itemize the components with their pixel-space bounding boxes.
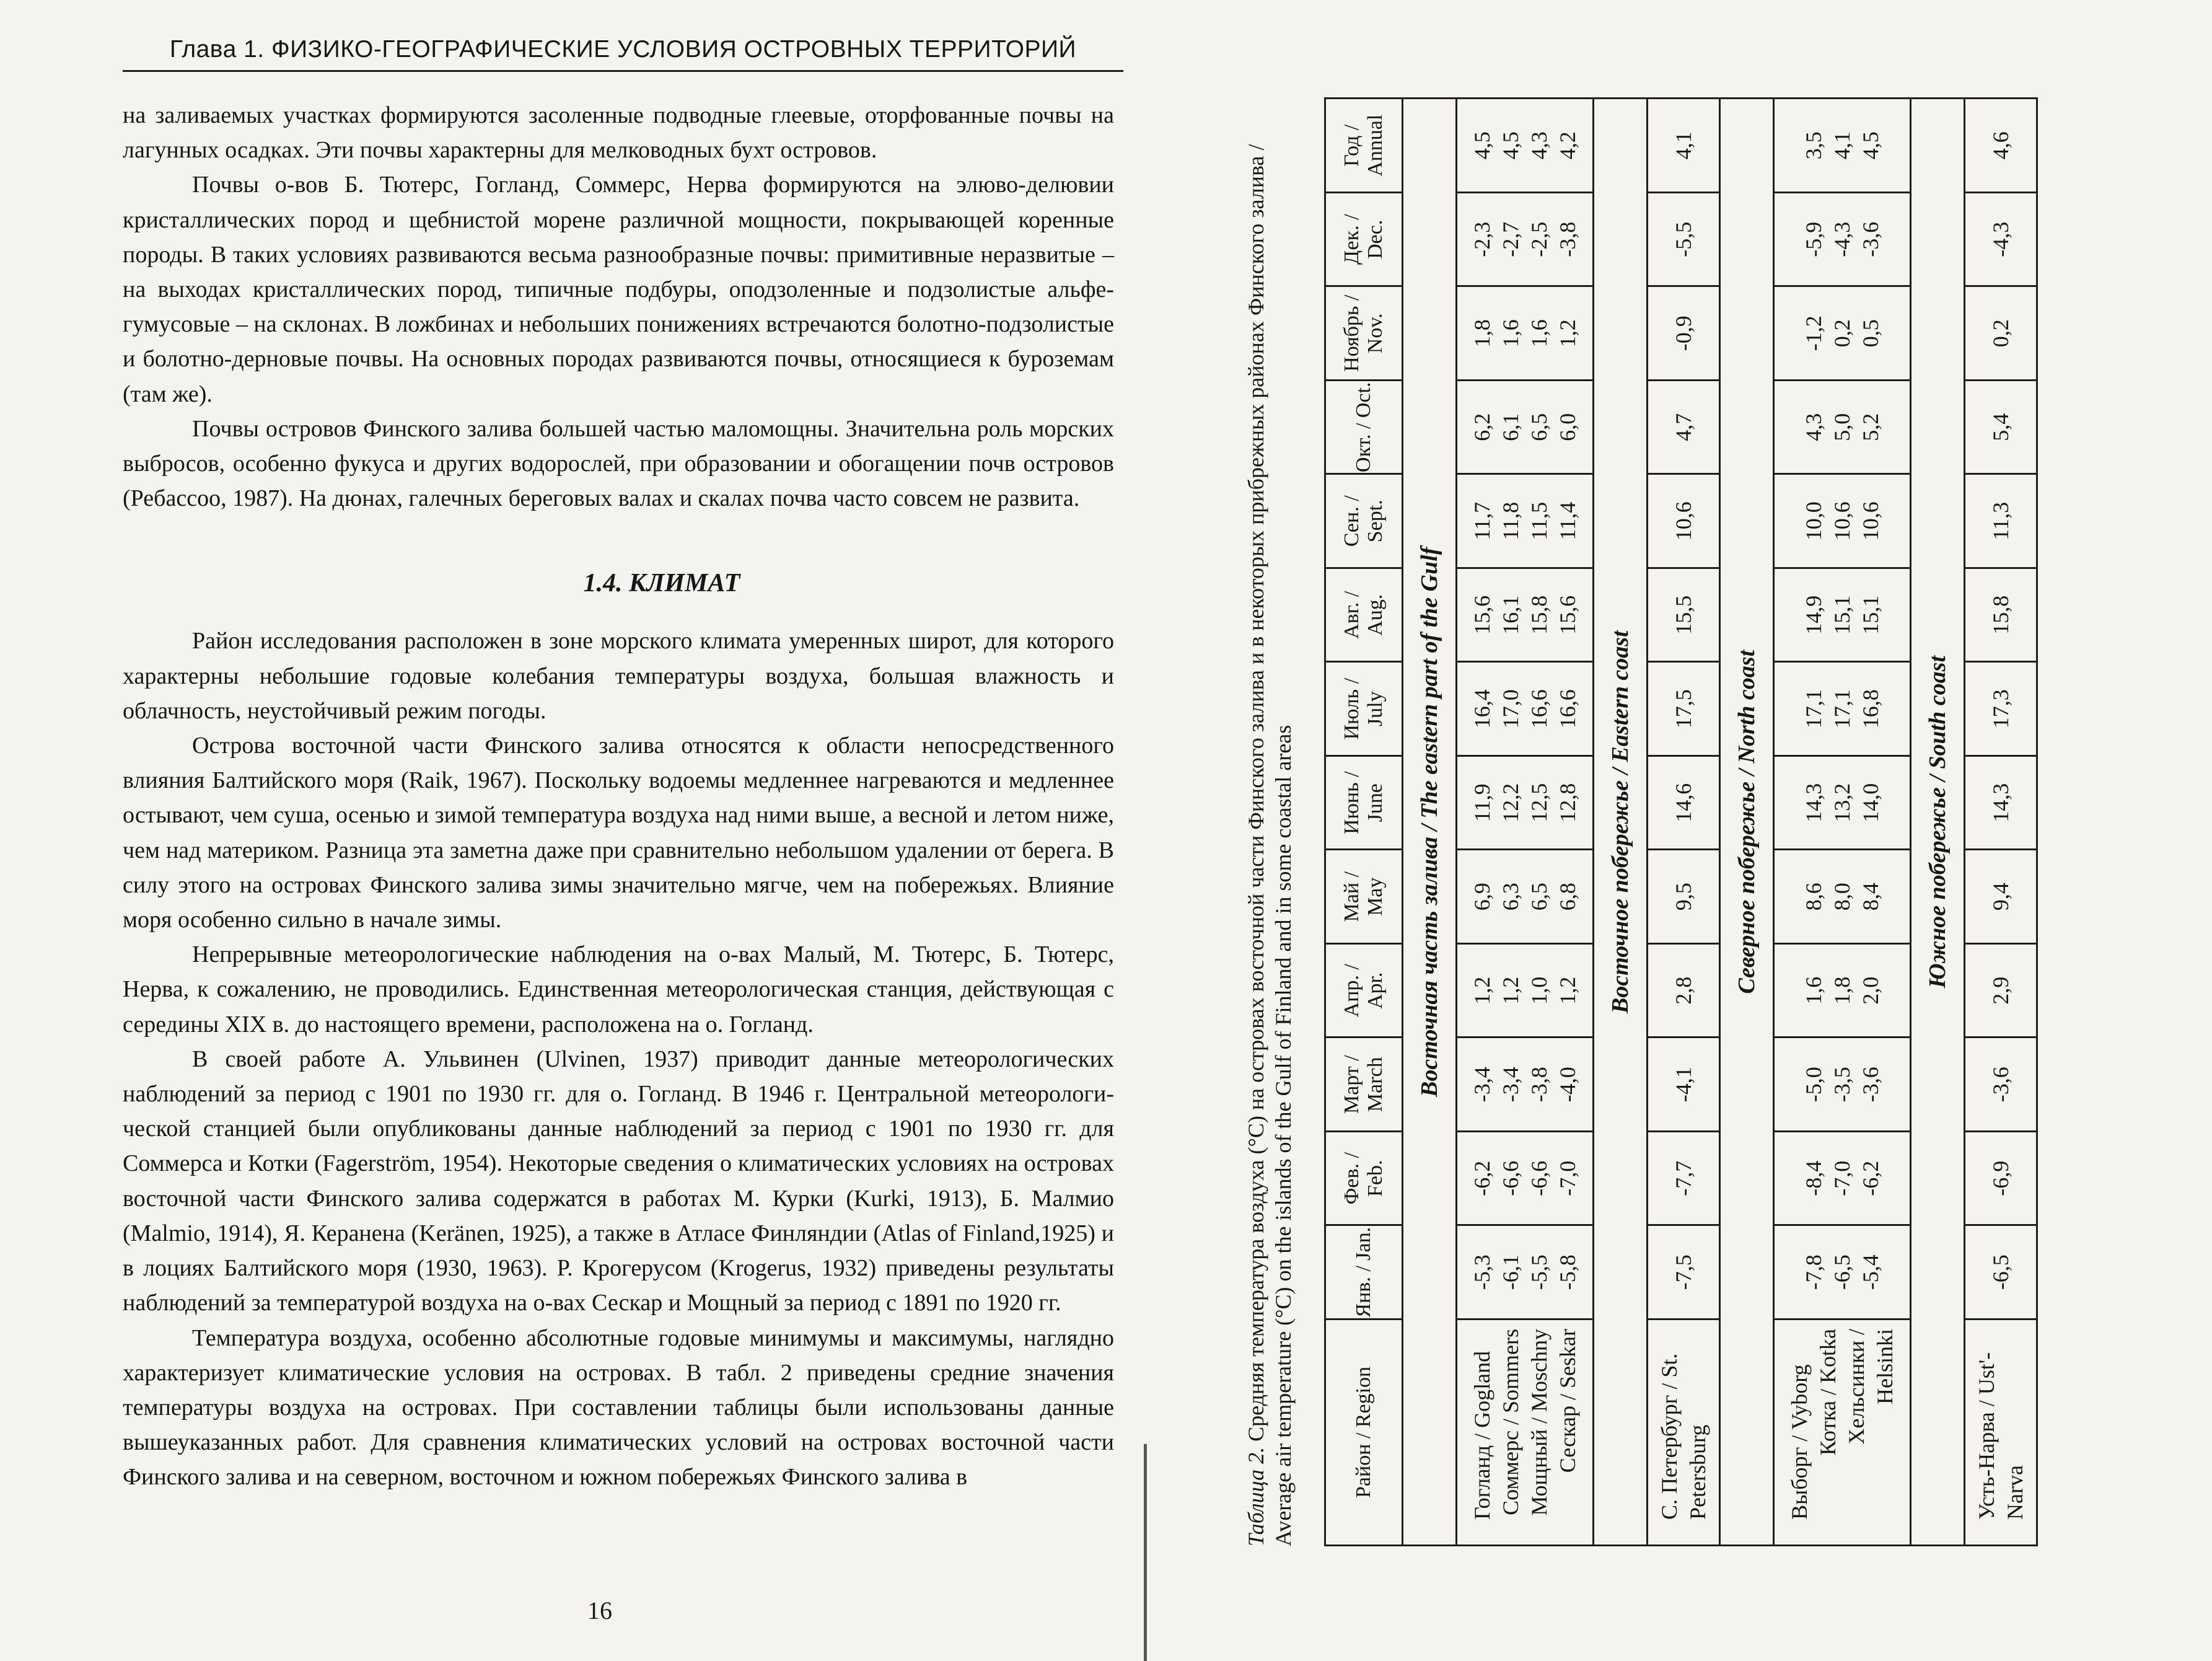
temperature-value: -3,6	[1858, 221, 1883, 257]
temperature-value: -4,3	[1830, 221, 1854, 257]
value-cell	[1457, 1225, 1594, 1320]
value-cell	[1457, 568, 1594, 663]
temperature-value: -5,5	[1527, 1254, 1551, 1290]
temperature-value: 4,7	[1671, 413, 1696, 441]
value-cell	[1965, 474, 2037, 568]
temperature-value: -3,4	[1498, 1067, 1523, 1103]
value-cell	[1774, 286, 1911, 381]
temperature-value: 15,8	[1988, 595, 2013, 635]
table-row	[1457, 99, 1594, 1546]
region-cell	[1648, 1320, 1720, 1546]
temperature-value: -7,5	[1671, 1254, 1696, 1290]
temperature-value: -5,9	[1801, 221, 1826, 257]
body-text	[123, 98, 1114, 1495]
temperature-value: 15,1	[1830, 595, 1854, 635]
temperature-value: 6,5	[1527, 883, 1551, 911]
temperature-value: 14,6	[1671, 783, 1696, 822]
region-name: Хельсинки / Helsinki	[1844, 1329, 1897, 1445]
temperature-value: -6,6	[1527, 1160, 1551, 1196]
temperature-value: -3,5	[1830, 1067, 1854, 1103]
temperature-value: -6,6	[1498, 1160, 1523, 1196]
value-cell	[1648, 756, 1720, 850]
section-row	[1594, 99, 1648, 1546]
temperature-value: 15,5	[1671, 595, 1696, 635]
value-cell	[1648, 99, 1720, 193]
temperature-value: -1,2	[1801, 315, 1826, 351]
value-cell	[1648, 286, 1720, 381]
value-cell	[1965, 99, 2037, 193]
temperature-value: 1,0	[1527, 976, 1551, 1005]
temperature-value: 17,0	[1498, 689, 1523, 729]
value-cell	[1774, 850, 1911, 944]
temperature-value: 4,3	[1801, 413, 1826, 441]
value-cell	[1965, 1225, 2037, 1320]
temperature-value: 1,6	[1527, 319, 1551, 348]
value-cell	[1965, 381, 2037, 475]
temperature-value: -5,8	[1555, 1254, 1580, 1290]
temperature-value: 17,1	[1801, 689, 1826, 729]
section-title: 1.4. КЛИМАТ	[583, 569, 740, 598]
temperature-value: -3,6	[1858, 1067, 1883, 1103]
value-cell	[1648, 1132, 1720, 1226]
temperature-value: 4,1	[1671, 131, 1696, 160]
region-cell	[1965, 1320, 2037, 1546]
header-jan: Янв. / Jan.	[1325, 1225, 1403, 1320]
value-cell	[1774, 1225, 1911, 1320]
table-row	[1965, 99, 2037, 1546]
paragraph: Район исследования расположен в зоне морского климата умеренных широт, для которого характерны небольшие годовые колебания температуры воздуха, большая влажность и облачность, неустойчивый режим погоды.	[123, 628, 1114, 724]
paragraph: Почвы островов Финского залива большей частью маломощны. Значительна роль морских выбросов, особенно фукуса и других водорослей, при образовании и обогащении почв островов (Ребассоо, 1987). На дюнах, галечных береговых валах и скалах почва часто совсем не развита.	[123, 415, 1114, 512]
value-cell	[1648, 1038, 1720, 1132]
temperature-value: -4,0	[1555, 1067, 1580, 1103]
temperature-value: 5,4	[1988, 413, 2013, 441]
paragraph: на заливаемых участках формируются засоленные подводные глеевые, оторфованные почвы на лагунных осадках. Эти почвы характерны для мелководных бухт островов.	[123, 102, 1114, 164]
temperature-value: 4,5	[1858, 131, 1883, 160]
temperature-value: 8,6	[1801, 883, 1826, 911]
section-row	[1911, 99, 1965, 1546]
temperature-value: 12,2	[1498, 783, 1523, 822]
temperature-value: 0,5	[1858, 319, 1883, 348]
header-sep: Сен. / Sept.	[1325, 474, 1403, 568]
temperature-value: 3,5	[1801, 131, 1826, 160]
temperature-value: -5,4	[1858, 1254, 1883, 1290]
temperature-value: 1,2	[1498, 976, 1523, 1005]
temperature-value: -6,5	[1830, 1254, 1854, 1290]
temperature-value: 13,2	[1830, 783, 1854, 822]
value-cell	[1774, 193, 1911, 287]
section-row	[1720, 99, 1774, 1546]
temperature-table	[1324, 98, 2038, 1547]
temperature-value: 4,5	[1498, 131, 1523, 160]
value-cell	[1457, 1038, 1594, 1132]
header-region: Район / Region	[1325, 1320, 1403, 1546]
region-cell	[1774, 1320, 1911, 1546]
temperature-value: 1,2	[1555, 319, 1580, 348]
temperature-value: -6,2	[1858, 1160, 1883, 1196]
section-title-cell: Северное побережье / North coast	[1720, 99, 1774, 1546]
temperature-value: 8,4	[1858, 883, 1883, 911]
value-cell	[1774, 1132, 1911, 1226]
region-name: Сескар / Seskar	[1555, 1329, 1580, 1473]
header-nov: Ноябрь / Nov.	[1325, 286, 1403, 381]
temperature-value: -5,0	[1801, 1067, 1826, 1103]
temperature-value: 15,6	[1470, 595, 1494, 635]
page-number: 16	[587, 1597, 612, 1624]
value-cell	[1648, 193, 1720, 287]
temperature-value: 11,7	[1470, 501, 1494, 540]
temperature-value: 2,9	[1988, 976, 2013, 1005]
temperature-value: 11,3	[1988, 501, 2013, 540]
value-cell	[1648, 381, 1720, 475]
temperature-value: 5,0	[1830, 413, 1854, 441]
value-cell	[1457, 662, 1594, 756]
book-spine-shadow	[1144, 1444, 1147, 1661]
temperature-value: -4,1	[1671, 1067, 1696, 1103]
temperature-value: 10,0	[1801, 501, 1826, 541]
temperature-value: -5,3	[1470, 1254, 1494, 1290]
temperature-value: 4,6	[1988, 131, 2013, 160]
header-jun: Июнь / June	[1325, 756, 1403, 850]
table-body	[1403, 99, 2037, 1546]
region-cell	[1457, 1320, 1594, 1546]
temperature-value: 14,3	[1988, 783, 2013, 822]
header-annual: Год / Annual	[1325, 99, 1403, 193]
temperature-value: 12,5	[1527, 783, 1551, 822]
header-rule	[123, 70, 1123, 72]
temperature-value: 5,2	[1858, 413, 1883, 441]
table-caption-label: Таблица 2.	[1244, 1447, 1268, 1546]
header-apr: Апр. / Apr.	[1325, 944, 1403, 1038]
temperature-value: -2,5	[1527, 221, 1551, 257]
temperature-value: 14,0	[1858, 783, 1883, 822]
temperature-value: -6,9	[1988, 1160, 2013, 1196]
region-name: Усть-Нарва / Ust'-Narva	[1974, 1352, 2027, 1520]
table-row	[1774, 99, 1911, 1546]
header-may: Май / May	[1325, 850, 1403, 944]
value-cell	[1457, 756, 1594, 850]
value-cell	[1648, 850, 1720, 944]
temperature-value: 17,5	[1671, 689, 1696, 729]
temperature-value: 16,4	[1470, 689, 1494, 729]
temperature-value: 15,8	[1527, 595, 1551, 635]
temperature-value: 4,2	[1555, 131, 1580, 160]
temperature-value: -6,5	[1988, 1254, 2013, 1290]
value-cell	[1457, 99, 1594, 193]
header-aug: Авг. / Aug.	[1325, 568, 1403, 663]
temperature-value: 16,6	[1555, 689, 1580, 729]
temperature-value: 11,4	[1555, 501, 1580, 540]
temperature-value: -7,8	[1801, 1254, 1826, 1290]
section-title-cell: Восточная часть залива / The eastern part of the Gulf	[1403, 99, 1457, 1546]
temperature-value: 6,5	[1527, 413, 1551, 441]
temperature-value: 15,6	[1555, 595, 1580, 635]
temperature-value: 1,6	[1498, 319, 1523, 348]
header-dec: Дек. / Dec.	[1325, 193, 1403, 287]
temperature-value: 1,8	[1830, 976, 1854, 1005]
value-cell	[1965, 850, 2037, 944]
temperature-value: -6,1	[1498, 1254, 1523, 1290]
temperature-value: 0,2	[1988, 319, 2013, 348]
value-cell	[1965, 1038, 2037, 1132]
value-cell	[1774, 1038, 1911, 1132]
temperature-value: 12,8	[1555, 783, 1580, 822]
temperature-value: 14,3	[1801, 783, 1826, 822]
paragraph: Почвы о-вов Б. Тютерс, Гогланд, Соммерс, Нерва формируются на элюво-делювии кристаллических пород и щебнистой морене различной мощности, покрывающей коренные породы. В таких условиях развиваются весьма разнообразные почвы: примитивные неразвитые – на выходах кристаллических пород, типичные подбуры, оподзоленные и подзолистые альфе-гумусовые – на склонах. В ложбинах и небольших понижениях встречаются болотно-подзолистые и болотно-дерновые почвы. На основных породах развиваются почвы, относящиеся к буроземам (там же).	[123, 172, 1114, 407]
value-cell	[1648, 944, 1720, 1038]
section-row	[1403, 99, 1457, 1546]
value-cell	[1774, 662, 1911, 756]
value-cell	[1457, 944, 1594, 1038]
temperature-value: -7,0	[1555, 1160, 1580, 1196]
running-header: Глава 1. ФИЗИКО-ГЕОГРАФИЧЕСКИЕ УСЛОВИЯ ОСТРОВНЫХ ТЕРРИТОРИЙ	[169, 36, 1077, 63]
value-cell	[1774, 381, 1911, 475]
value-cell	[1965, 756, 2037, 850]
temperature-value: -3,8	[1555, 221, 1580, 257]
temperature-value: 15,1	[1858, 595, 1883, 635]
value-cell	[1457, 286, 1594, 381]
header-mar: Март / March	[1325, 1038, 1403, 1132]
region-name: Гогланд / Gogland	[1470, 1350, 1494, 1520]
temperature-value: 1,2	[1555, 976, 1580, 1005]
region-name: С. Петербург / St. Petersburg	[1657, 1353, 1710, 1520]
value-cell	[1457, 1132, 1594, 1226]
temperature-value: 11,9	[1470, 783, 1494, 822]
header-jul: Июль / July	[1325, 662, 1403, 756]
value-cell	[1648, 662, 1720, 756]
temperature-value: 6,2	[1470, 413, 1494, 441]
value-cell	[1457, 850, 1594, 944]
temperature-value: -5,5	[1671, 221, 1696, 257]
temperature-value: 9,4	[1988, 883, 2013, 911]
temperature-value: -6,2	[1470, 1160, 1494, 1196]
temperature-value: 17,3	[1988, 689, 2013, 729]
paragraph: Непрерывные метеорологические наблюдения на о-вах Малый, М. Тютерс, Б. Тютерс, Нерва, к сожалению, не проводились. Единственная метеорологическая станция, действующая с середины XIX в. до настоящего времени, расположена на о. Гогланд.	[123, 941, 1114, 1038]
temperature-value: 11,8	[1498, 501, 1523, 540]
temperature-value: -3,8	[1527, 1067, 1551, 1103]
temperature-value: 16,8	[1858, 689, 1883, 729]
temperature-value: -7,7	[1671, 1160, 1696, 1196]
table-header-row	[1325, 99, 1403, 1546]
value-cell	[1648, 1225, 1720, 1320]
table-row	[1648, 99, 1720, 1546]
value-cell	[1457, 193, 1594, 287]
temperature-value: 6,9	[1470, 883, 1494, 911]
section-title-cell: Южное побережье / South coast	[1911, 99, 1965, 1546]
temperature-value: 17,1	[1830, 689, 1854, 729]
paragraph: Острова восточной части Финского залива относятся к области непосредственного влияния Балтийского моря (Raik, 1967). Поскольку водоемы медленнее нагреваются и медленнее остывают, чем суша, осенью и зимой температура воздуха над ними выше, а весной и летом ниже, чем над материком. Разница эта заметна даже при сравнительно небольшом удалении от берега. В силу этого на островах Финского залива зимы значительно мягче, чем на побережьях. Влияние моря особенно сильно в начале зимы.	[123, 733, 1114, 933]
value-cell	[1648, 474, 1720, 568]
temperature-value: 2,8	[1671, 976, 1696, 1005]
value-cell	[1774, 99, 1911, 193]
region-name: Мощный / Moschny	[1527, 1329, 1551, 1516]
paragraph: В своей работе А. Ульвинен (Ulvinen, 1937) приводит данные метеорологических наблюдений за период с 1901 по 1930 гг. для о. Гогланд. В 1946 г. Центральной метеорологической станцией были опубликованы данные наблюдений за период с 1901 по 1930 гг. для Соммерса и Котки (Fagerström, 1954). Некоторые сведения о климатических условиях на островах восточной части Финского залива содержатся в работах М. Курки (Kurki, 1913), Б. Малмио (Malmio, 1914), Я. Керанена (Keränen, 1925), а также в Атласе Финляндии (Atlas of Finland,1925) и в лоциях Балтийского моря (1930, 1963). Р. Крогерусом (Krogerus, 1932) приведены результаты наблюдений за температурой воздуха на о-вах Сескар и Мощный за период с 1891 по 1920 гг.	[123, 1046, 1114, 1316]
temperature-value: 16,1	[1498, 595, 1523, 635]
temperature-value: 14,9	[1801, 595, 1826, 635]
value-cell	[1965, 568, 2037, 663]
region-name: Котка / Kotka	[1815, 1329, 1840, 1456]
value-cell	[1457, 474, 1594, 568]
temperature-value: -8,4	[1801, 1160, 1826, 1196]
value-cell	[1774, 568, 1911, 663]
rotated-table-block	[1242, 99, 2197, 1546]
value-cell	[1457, 381, 1594, 475]
temperature-value: -2,7	[1498, 221, 1523, 257]
temperature-value: -4,3	[1988, 221, 2013, 257]
temperature-value: 10,6	[1671, 501, 1696, 541]
temperature-value: 4,3	[1527, 131, 1551, 160]
temperature-value: -7,0	[1830, 1160, 1854, 1196]
paragraph: Температура воздуха, особенно абсолютные годовые минимумы и максимумы, наглядно характеризует климатические условия на островах. В табл. 2 приведены средние значения температуры воздуха на островах. При составлении таблицы были использованы данные вышеуказанных работ. Для сравнения климатических условий на островах восточной части Финского залива и на северном, восточном и южном побережьях Финского залива в	[123, 1324, 1114, 1491]
section-title-cell: Восточное побережье / Eastern coast	[1594, 99, 1648, 1546]
temperature-value: 1,8	[1470, 319, 1494, 348]
temperature-value: -0,9	[1671, 315, 1696, 351]
temperature-value: 1,2	[1470, 976, 1494, 1005]
value-cell	[1774, 756, 1911, 850]
value-cell	[1774, 474, 1911, 568]
value-cell	[1965, 1132, 2037, 1226]
temperature-value: -3,4	[1470, 1067, 1494, 1103]
value-cell	[1965, 193, 2037, 287]
region-name: Соммерс / Sommers	[1498, 1329, 1523, 1515]
table-caption-text: Средняя температура воздуха (°С) на островах восточной части Финского залива и в некоторых прибрежных районах Финского залива / Average air temperature (°С) on the islands of the Gulf of Finland and in some coastal areas	[1244, 144, 1296, 1546]
temperature-value: 4,5	[1470, 131, 1494, 160]
temperature-value: 11,5	[1527, 501, 1551, 540]
temperature-value: 6,1	[1498, 413, 1523, 441]
temperature-value: -3,6	[1988, 1067, 2013, 1103]
temperature-value: 1,6	[1801, 976, 1826, 1005]
value-cell	[1648, 568, 1720, 663]
region-name: Выборг / Vyborg	[1787, 1364, 1812, 1520]
header-oct: Окт. / Oct.	[1325, 381, 1403, 475]
value-cell	[1774, 944, 1911, 1038]
temperature-value: -2,3	[1470, 221, 1494, 257]
temperature-value: 6,0	[1555, 413, 1580, 441]
table-caption	[1242, 99, 1324, 1546]
temperature-value: 10,6	[1858, 501, 1883, 541]
temperature-value: 6,3	[1498, 883, 1523, 911]
temperature-value: 16,6	[1527, 689, 1551, 729]
temperature-value: 8,0	[1830, 883, 1854, 911]
temperature-value: 4,1	[1830, 131, 1854, 160]
value-cell	[1965, 662, 2037, 756]
temperature-value: 2,0	[1858, 976, 1883, 1005]
header-feb: Фев. / Feb.	[1325, 1132, 1403, 1226]
value-cell	[1965, 286, 2037, 381]
temperature-value: 9,5	[1671, 883, 1696, 911]
temperature-value: 6,8	[1555, 883, 1580, 911]
value-cell	[1965, 944, 2037, 1038]
temperature-value: 10,6	[1830, 501, 1854, 541]
temperature-value: 0,2	[1830, 319, 1854, 348]
